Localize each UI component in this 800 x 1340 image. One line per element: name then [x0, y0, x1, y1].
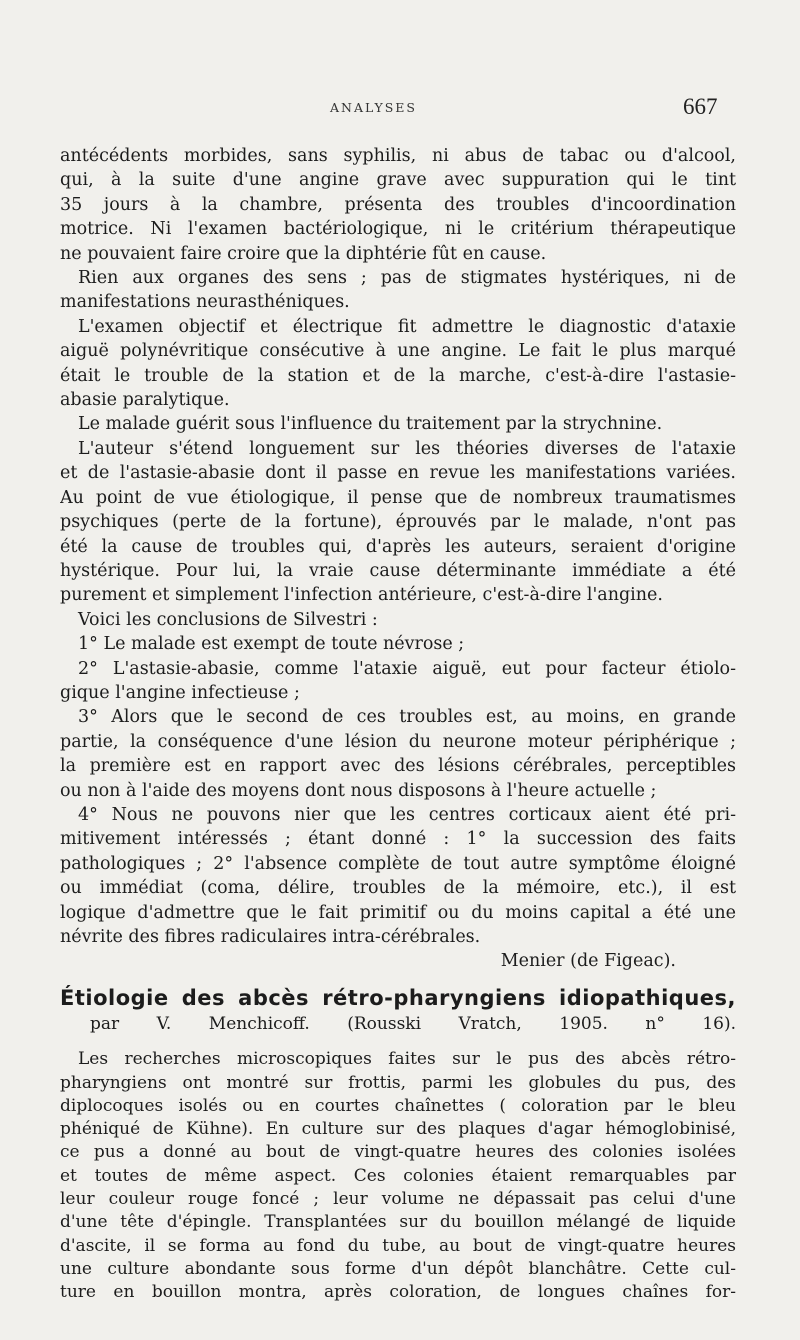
paragraph: [60, 608, 736, 632]
text-line: été la cause de troubles qui, d'après les auteurs, seraient d'origine: [60, 536, 736, 557]
text-line: gique l'angine infectieuse ;: [60, 682, 300, 703]
text-line: et de l'astasie-abasie dont il passe en revue les manifestations variées.: [60, 463, 736, 484]
text-line: antécédents morbides, sans syphilis, ni abus de tabac ou d'alcool,: [60, 146, 736, 166]
text-line: hystérique. Pour lui, la vraie cause déterminante immédiate a été: [60, 560, 736, 581]
text-line: Le malade guérit sous l'influence du traitement par la strychnine.: [78, 414, 663, 435]
running-title: ANALYSES: [330, 100, 417, 115]
text-line: 3° Alors que le second de ces troubles est, au moins, en grande: [78, 707, 736, 728]
text-line: d'ascite, il se forma au fond du tube, au bout de vingt-quatre heures: [60, 1235, 736, 1256]
text-line: logique d'admettre que le fait primitif ou du moins capital a été une: [60, 902, 736, 923]
text-line: 1° Le malade est exempt de toute névrose ;: [78, 634, 465, 655]
paragraph: [60, 437, 736, 608]
text-line: Au point de vue étiologique, il pense que de nombreux traumatismes: [60, 487, 736, 508]
text-line: psychiques (perte de la fortune), éprouvés par le malade, n'ont pas: [60, 512, 736, 533]
text-line: ce pus a donné au bout de vingt-quatre heures des colonies isolées: [60, 1142, 736, 1163]
text-line: pharyngiens ont montré sur frottis, parmi les globules du pus, des: [60, 1072, 736, 1093]
text-line: d'une tête d'épingle. Transplantées sur du bouillon mélangé de liquide: [60, 1212, 736, 1233]
text-line: diplocoques isolés ou en courtes chaînettes ( coloration par le bleu: [60, 1095, 736, 1116]
text-line: manifestations neurasthéniques.: [60, 292, 350, 313]
text-line: pathologiques ; 2° l'absence complète de tout autre symptôme éloigné: [60, 853, 736, 874]
text-line: une culture abondante sous forme d'un dépôt blanchâtre. Cette cul-: [60, 1258, 736, 1279]
text-line: la première est en rapport avec des lésions cérébrales, perceptibles: [60, 756, 736, 777]
paragraph: [60, 705, 736, 803]
paragraph: [60, 412, 736, 436]
text-line: ou immédiat (coma, délire, troubles de la mémoire, etc.), il est: [60, 878, 736, 899]
text-line: L'auteur s'étend longuement sur les théories diverses de l'ataxie: [78, 438, 736, 459]
article-title: Étiologie des abcès rétro-pharyngiens idiopathiques,: [60, 985, 736, 1010]
text-line: Rien aux organes des sens ; pas de stigmates hystériques, ni de: [78, 268, 736, 289]
text-line: 35 jours à la chambre, présenta des troubles d'incoordination: [60, 194, 736, 215]
article-body: [60, 1048, 736, 1304]
text-line: abasie paralytique.: [60, 390, 230, 411]
text-line: ture en bouillon montra, après coloration, de longues chaînes for-: [60, 1282, 736, 1303]
text-line: 2° L'astasie-abasie, comme l'ataxie aiguë, eut pour facteur étiolo-: [78, 658, 736, 679]
text-line: et toutes de même aspect. Ces colonies étaient remarquables par: [60, 1165, 736, 1186]
text-line: L'examen objectif et électrique fit admettre le diagnostic d'ataxie: [78, 316, 736, 337]
text-line: Voici les conclusions de Silvestri :: [78, 609, 378, 630]
paragraph: [60, 657, 736, 706]
text-line: névrite des fibres radiculaires intra-cérébrales.: [60, 927, 481, 947]
text-line: mitivement intéressés ; étant donné : 1° la succession des faits: [60, 829, 736, 850]
article-byline: par V. Menchicoff. (Rousski Vratch, 1905. n° 16).: [90, 1013, 736, 1034]
text-line: aiguë polynévritique consécutive à une angine. Le fait le plus marqué: [60, 341, 736, 362]
text-line: purement et simplement l'infection antérieure, c'est-à-dire l'angine.: [60, 585, 663, 606]
text-line: 4° Nous ne pouvons nier que les centres corticaux aient été pri-: [78, 804, 736, 825]
text-line: était le trouble de la station et de la marche, c'est-à-dire l'astasie-: [60, 365, 736, 386]
text-line: ne pouvaient faire croire que la diphtérie fût en cause.: [60, 243, 547, 264]
page-number: 667: [683, 94, 718, 119]
paragraph: [60, 315, 736, 413]
text-line: motrice. Ni l'examen bactériologique, ni le critérium thérapeutique: [60, 219, 736, 240]
body-text: [60, 144, 736, 1304]
paragraph: [60, 632, 736, 656]
text-line: Les recherches microscopiques faites sur le pus des abcès rétro-: [78, 1049, 736, 1070]
text-line: ou non à l'aide des moyens dont nous disposons à l'heure actuelle ;: [60, 780, 657, 801]
text-line: partie, la conséquence d'une lésion du neurone moteur périphérique ;: [60, 731, 736, 752]
text-line: phéniqué de Kühne). En culture sur des plaques d'agar hémoglobinisé,: [60, 1119, 736, 1140]
text-line: leur couleur rouge foncé ; leur volume ne dépassait pas celui d'une: [60, 1189, 736, 1209]
paragraph: [60, 803, 736, 949]
paragraph: [60, 266, 736, 315]
text-line: qui, à la suite d'une angine grave avec suppuration qui le tint: [60, 170, 736, 191]
paragraph: [60, 144, 736, 266]
page-header: [0, 92, 800, 124]
author-signature: Menier (de Figeac).: [500, 951, 676, 972]
